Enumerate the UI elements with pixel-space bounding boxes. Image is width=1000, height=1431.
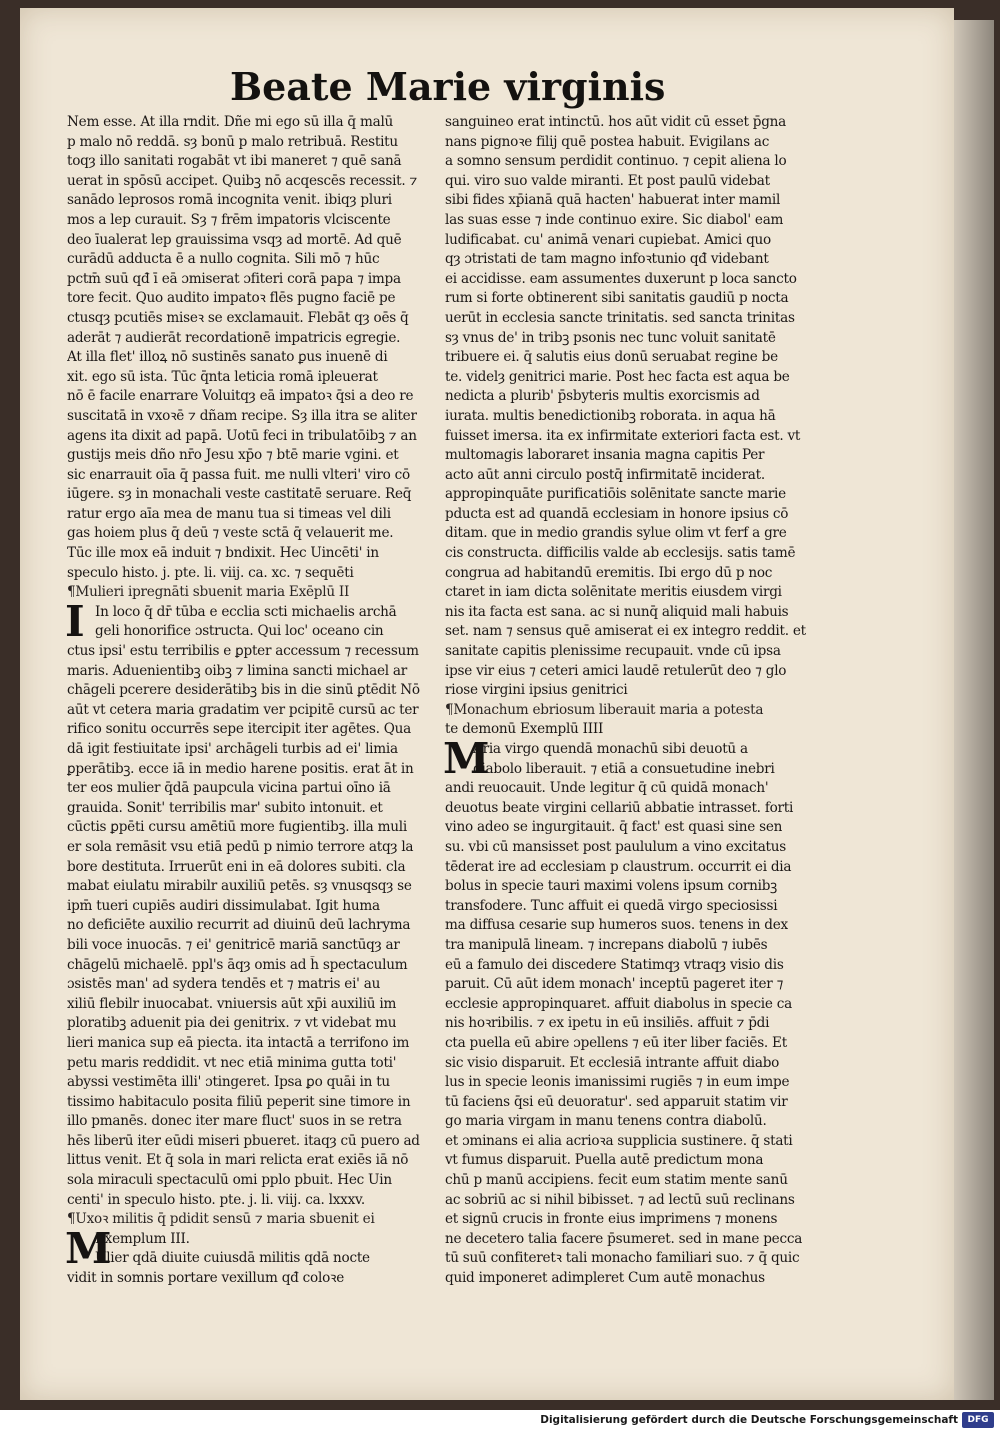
text-line: lus in specie leonis imanissimi rugiēs ⁊ in eum impe (445, 1074, 790, 1091)
text-line: tra manipulā lineam. ⁊ increpans diabolū ⁊ iubēs (445, 936, 768, 953)
text-line: tū faciens q̄si eū deuoratur'. sed apparuit statim vir (445, 1093, 788, 1110)
text-line: agens ita dixit ad papā. Uotū feci in tribulatōibꝫ ⁊ an (67, 427, 417, 444)
text-line: pctm̄ suū qđ ī eā ɔmiserat ɔfiteri corā papa ⁊ impa (67, 270, 401, 287)
text-line: pducta est ad quandā ecclesiam in honore ipsius cō (445, 505, 789, 522)
text-line: aūt vt cetera maria gradatim ver pcipitē cursū ac ter (67, 701, 419, 718)
text-line: te. videlȝ genitrici marie. Post hec facta est aqua be (445, 368, 790, 385)
text-line: tēderat ire ad ecclesiam p claustrum. occurrit ei dia (445, 858, 792, 875)
text-line: nans pignoꝛe filij quē postea habuit. Evigilans ac (445, 133, 770, 150)
text-line: Aria virgo quendā monachū sibi deuotū a (473, 741, 748, 757)
text-line: uerūt in ecclesia sancte trinitatis. sed sancta trinitas (445, 309, 795, 326)
page-edge-strip (954, 20, 994, 1400)
text-line: At illa flet' illoꝝ nō sustinēs sanato ꝑus inuenē di (67, 349, 388, 366)
text-line: xit. ego sū ista. Tūc q̄nta leticia romā ipleuerat (67, 368, 378, 385)
text-line: uerat in spōsū accipet. Quibꝫ nō acqescēs recessit. ⁊ (67, 172, 418, 189)
text-line: su. vbi cū mansisset post paululum a vino excitatus (445, 838, 786, 855)
text-line: ludificabat. cu' animā venari cupiebat. Amici quo (445, 231, 771, 248)
text-line: deuotus beate virgini cellariū abbatie intrasset. forti (445, 799, 794, 816)
text-line: bore destituta. Irruerūt eni in eā dolores subiti. cla (67, 858, 406, 875)
text-line: ne decetero talia facere p̄sumeret. sed in mane pecca (445, 1230, 803, 1247)
text-line: vt fumus disparuit. Puella autē predictum mona (445, 1152, 764, 1169)
text-line: xiliū flebilr inuocabat. vniuersis aūt xp̄i auxiliū im (67, 995, 397, 1012)
text-line: ipse vir eius ⁊ ceteri amici laudē retulerūt deo ⁊ glo (445, 662, 787, 679)
digitization-footer (0, 1410, 1000, 1431)
text-line: curādū adducta ē a nullo cognita. Sili mō ⁊ hūc (67, 251, 380, 268)
text-line: ei accidisse. eam assumentes duxerunt p loca sancto (445, 270, 797, 287)
text-line: paruit. Cū aūt idem monach' inceptū pageret iter ⁊ (445, 976, 784, 993)
text-line: no deficiēte auxilio recurrit ad diuinū deū lachryma (67, 917, 411, 934)
text-line: cta puella eū abire ɔpellens ⁊ eū iter liber faciēs. Et (445, 1034, 787, 1051)
text-line: ma diffusa cesarie sup humeros suos. tenens in dex (445, 917, 788, 934)
text-line: lieri manica sup eā piecta. ita intactā a terrifono im (67, 1034, 410, 1051)
text-line: sibi fides xp̄ianā quā hacten' habuerat inter mamil (445, 192, 781, 209)
text-line: Nem esse. At illa rndit. Dñe mi ego sū illa q̄ malū (67, 114, 394, 130)
text-line: sȝ vnus de' in tribꝫ psonis nec tunc voluit sanitatē (445, 329, 776, 346)
text-line: las suas esse ⁊ inde continuo exire. Sic diabol' eam (445, 211, 784, 228)
text-line: tore fecit. Quo audito impatoꝛ flēs pugno faciē pe (67, 290, 396, 307)
text-line: ¶Uxoꝛ militis q̄ pdidit sensū ⁊ maria sbuenit ei (67, 1211, 375, 1228)
text-line: iurata. multis benedictionibꝫ roborata. in aqua hā (445, 407, 776, 424)
text-line: bolus in specie tauri maximi volens ipsum cornibꝫ (445, 878, 777, 895)
text-line: a somno sensum perdidit continuo. ⁊ cepit aliena lo (445, 153, 787, 170)
text-line: littus venit. Et q̄ sola in mari relicta erat exiēs iā nō (67, 1152, 409, 1169)
text-line: sanitate capitis plenissime recupauit. vnde cū ipsa (445, 643, 781, 660)
text-line: bili voce inuocās. ⁊ ei' genitricē mariā sanctūqȝ ar (67, 936, 400, 953)
text-line: qȝ ɔtristati de tam magno infoꝛtunio qđ videbant (445, 251, 769, 268)
text-line: ditam. que in medio grandis sylue olim vt ferf a gre (445, 525, 787, 542)
text-line: nis ita facta est sana. ac si nunq̄ aliquid mali habuis (445, 603, 789, 620)
text-line: chāgelū michaelē. ppl's āqȝ omis ad h̄ spectaculum (67, 956, 408, 973)
text-line: gas hoiem plus q̄ deū ⁊ veste sctā q̄ velauerit me. (67, 525, 394, 542)
text-line: geli honorifice ɔstructa. Qui loc' oceano cin (95, 623, 384, 640)
text-line: centi' in speculo histo. pte. j. li. viij. ca. lxxxv. (67, 1191, 365, 1208)
dfg-logo: DFG (962, 1412, 994, 1428)
text-line: chū p manū accipiens. fecit eum statim mente sanū (445, 1172, 788, 1189)
text-line: ctaret in iam dicta solēnitate meritis eiusdem virgi (445, 584, 782, 601)
text-line: vidit in somnis portare vexillum qđ coloꝛe (67, 1270, 344, 1287)
text-line: congrua ad habitandū eremitis. Ibi ergo dū p noc (445, 564, 773, 581)
decorated-initial: M (443, 734, 490, 784)
text-line: et signū crucis in fronte eius imprimens ⁊ monens (445, 1211, 778, 1228)
right-text-column (445, 113, 813, 1289)
text-line: ecclesie appropinquaret. affuit diabolus in specie ca (445, 995, 792, 1012)
text-line: mabat eiulatu mirabilr auxiliū petēs. sȝ vnusqsqȝ se (67, 878, 412, 895)
text-line: qui. viro suo valde miranti. Et post paulū videbat (445, 172, 770, 189)
text-line: fuisset imersa. ita ex infirmitate exteriori facta est. vt (445, 427, 801, 444)
text-line: nō ē facile enarrare Voluitqȝ eā impatoꝛ q̄si a deo re (67, 388, 414, 405)
text-line: ploratibꝫ aduenit pia dei genitrix. ⁊ vt videbat mu (67, 1015, 397, 1032)
text-line: te demonū Exemplū IIII (445, 721, 604, 738)
text-line: diabolo liberauit. ⁊ etiā a consuetudine inebri (473, 760, 775, 777)
text-line: transfodere. Tunc affuit ei quedā virgo speciosissi (445, 897, 778, 914)
text-line: er sola remāsit vsu etiā pedū p nimio terrore atqȝ la (67, 838, 414, 855)
text-line: hēs liberū iter eūdi miseri pbueret. itaqȝ cū puero ad (67, 1132, 420, 1149)
text-line: ratur ergo aīa mea de manu tua si timeas vel dili (67, 505, 391, 522)
text-line: go maria virgam in manu tenens contra diabolū. (445, 1113, 767, 1130)
text-line: dā igit festiuitate ipsi' archāgeli turbis ad ei' limia (67, 741, 398, 757)
text-line: ac sobriū ac si nihil bibisset. ⁊ ad lectū suū reclinans (445, 1191, 795, 1208)
text-line: deo īualerat lep grauissima vsqȝ ad mortē. Ad quē (67, 231, 402, 248)
text-line: set. nam ⁊ sensus quē amiserat ei ex integro reddit. et (445, 623, 806, 640)
text-line: abyssi vestimēta illi' ɔtingeret. Ipsa ꝑo quāi in tu (67, 1074, 390, 1091)
text-line: multomagis laboraret insania magna capitis Per (445, 447, 765, 464)
text-line: ctus ipsi' estu terribilis e ꝑpter accessum ⁊ recessum (67, 643, 419, 660)
text-line: acto aūt anni circulo postq̄ infirmitatē inciderat. (445, 466, 765, 483)
text-line: nedicta a plurib' p̄sbyteris multis exorcismis ad (445, 388, 760, 405)
text-line: et ɔminans ei alia acrioꝛa supplicia sustinere. q̄ stati (445, 1132, 793, 1149)
text-line: quid imponeret adimpleret Cum autē monachus (445, 1270, 765, 1287)
text-line: aderāt ⁊ audierāt recordationē impatricis egregie. (67, 329, 401, 346)
text-line: p malo nō reddā. sȝ bonū p malo retribuā. Restitu (67, 133, 398, 150)
text-line: cis constructa. difficilis valde ab ecclesijs. satis tamē (445, 545, 796, 562)
running-title: Beate Marie virginis (230, 64, 666, 109)
text-line: petu maris reddidit. vt nec etiā minima gutta toti' (67, 1054, 397, 1071)
text-line: rifico sonitu occurrēs sepe itercipit iter agētes. Qua (67, 721, 412, 738)
text-line: maris. Aduenientibꝫ oibꝫ ⁊ limina sancti michael ar (67, 662, 408, 679)
text-line: tissimo habitaculo posita filiū peperit sine timore in (67, 1093, 411, 1110)
text-line: Tūc ille mox eā induit ⁊ bndixit. Hec Uincēti' in (67, 545, 379, 562)
text-line: ter eos mulier q̄dā paupcula vicina partui oīno iā (67, 780, 391, 797)
text-line: rum si forte obtinerent sibi sanitatis gaudiū p nocta (445, 290, 789, 307)
text-line: ctusqȝ pcutiēs miseꝛ se exclamauit. Flebāt qȝ oēs q̄ (67, 309, 409, 326)
text-line: appropinquāte purificatiōis solēnitate sancte marie (445, 486, 786, 503)
text-line: ɔsistēs man' ad sydera tendēs et ⁊ matris ei' au (67, 976, 381, 993)
text-line: gustijs meis dño nr̄o Jesu xp̄o ⁊ btē marie vgini. et (67, 447, 399, 464)
funding-credit: Digitalisierung gefördert durch die Deutsche Forschungsgemeinschaft (540, 1414, 958, 1426)
text-line: sola miraculi spectaculū omi pplo pbuit. Hec Uin (67, 1172, 392, 1189)
text-line: tribuere ei. q̄ salutis eius donū seruabat regine be (445, 349, 778, 366)
text-line: ¶Monachum ebriosum liberauit maria a potesta (445, 701, 764, 718)
text-line: In loco q̄ dr̄ tūba e ecclia scti michaelis archā (95, 603, 397, 620)
text-line: chāgeli pcerere desiderātibꝫ bis in die sinū ꝑtēdit Nō (67, 682, 420, 699)
text-line: nis hoꝛribilis. ⁊ ex ipetu in eū insiliēs. affuit ⁊ p̄di (445, 1015, 770, 1032)
text-line: cūctis ꝑpēti cursu amētiū more fugientibꝫ. illa muli (67, 819, 407, 836)
text-line: sanguineo erat intinctū. hos aūt vidit cū esset p̄gna (445, 114, 787, 130)
text-line: sic visio disparuit. Et ecclesiā intrante affuit diabo (445, 1054, 780, 1071)
text-line: Ulier qdā diuite cuiusdā militis qdā nocte (95, 1250, 370, 1267)
decorated-initial: M (65, 1224, 112, 1274)
text-line: iūgere. sȝ in monachali veste castitatē seruare. Req̄ (67, 486, 412, 503)
text-line: sic enarrauit oīa q̄ passa fuit. me nulli vlteri' viro cō (67, 466, 410, 483)
text-line: ꝑperātibꝫ. ecce iā in medio harene positis. erat āt in (67, 760, 414, 777)
text-line: speculo histo. j. pte. li. viij. ca. xc. ⁊ sequēti (67, 564, 354, 581)
text-line: illo pmanēs. donec iter mare fluct' suos in se retra (67, 1113, 402, 1130)
text-line: sanādo leprosos romā incognita venit. ibiqȝ pluri (67, 192, 392, 209)
decorated-initial: I (65, 597, 85, 646)
text-line: andi reuocauit. Unde legitur q̄ cū quidā monach' (445, 780, 769, 797)
text-line: tū suū confiteretꝛ tali monacho familiari suo. ⁊ q̄ quic (445, 1250, 800, 1267)
text-line: ¶Mulieri ipregnāti sbuenit maria Exēplū II (67, 584, 350, 601)
text-line: Exemplum III. (95, 1230, 190, 1247)
text-line: toqȝ illo sanitati rogabāt vt ibi maneret ⁊ quē sanā (67, 153, 402, 170)
text-line: mos a lep curauit. Sȝ ⁊ frēm impatoris vlciscente (67, 211, 391, 228)
text-line: ipm̄ tueri cupiēs audiri dissimulabat. Igit huma (67, 897, 380, 914)
left-text-column (67, 113, 437, 1289)
text-line: grauida. Sonit' terribilis mar' subito intonuit. et (67, 799, 383, 816)
text-line: suscitatā in vxoꝛē ⁊ dñam recipe. Sȝ illa itra se aliter (67, 407, 417, 424)
text-line: riose virgini ipsius genitrici (445, 682, 628, 699)
text-line: eū a famulo dei discedere Statimqȝ vtraqȝ visio dis (445, 956, 784, 973)
text-line: vino adeo se ingurgitauit. q̄ fact' est quasi sine sen (445, 819, 783, 836)
